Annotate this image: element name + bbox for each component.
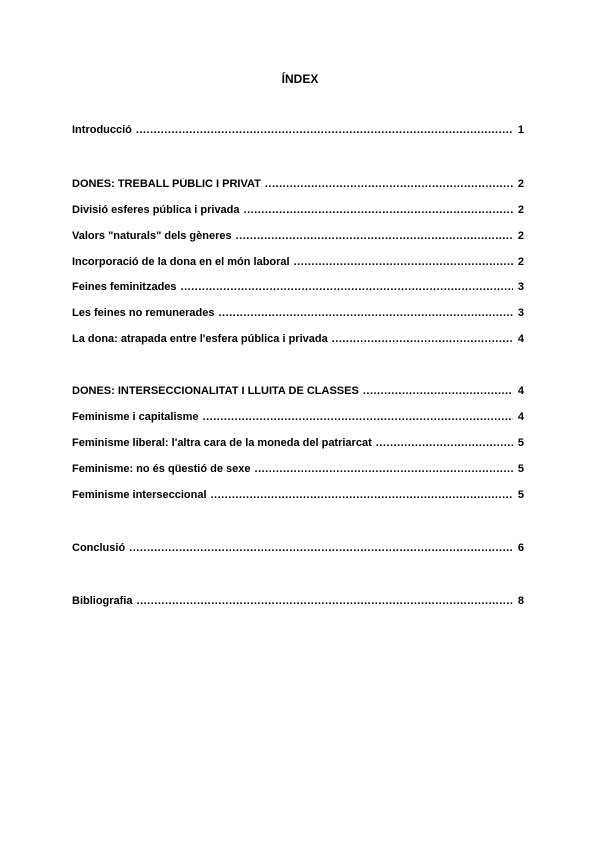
toc-page-number: 5 (517, 437, 524, 449)
toc-entry-feminisme-capitalisme[interactable] (72, 411, 524, 425)
toc-entry-section-interseccionalitat[interactable] (72, 385, 524, 399)
toc-entry-label: Divisió esferes pública i privada (72, 204, 240, 216)
toc-entry-feines-feminitzades[interactable] (72, 281, 524, 295)
toc-page-number: 6 (517, 542, 524, 554)
toc-leader-dots (244, 204, 513, 216)
toc-leader-dots (363, 385, 513, 397)
toc-leader-dots (203, 411, 513, 423)
toc-page-number: 2 (517, 256, 524, 268)
toc-page-number: 4 (517, 333, 524, 345)
toc-leader-dots (137, 595, 513, 607)
toc-entry-label: Conclusió (72, 542, 126, 554)
toc-entry-label: La dona: atrapada entre l'esfera pública i privada (72, 333, 328, 345)
toc-leader-dots (255, 463, 513, 475)
toc-page-number: 5 (517, 463, 524, 475)
toc-leader-dots (136, 124, 513, 136)
toc-entry-label: Bibliografia (72, 595, 133, 607)
toc-entry-label: Valors "naturals" dels gèneres (72, 230, 232, 242)
toc-entry-section-treball[interactable] (72, 178, 524, 192)
toc-page-number: 4 (517, 411, 524, 423)
toc-entry-label: Feminisme liberal: l'altra cara de la moneda del patriarcat (72, 437, 372, 449)
toc-entry-label: DONES: TREBALL PÚBLIC I PRIVAT (72, 178, 261, 190)
toc-page-number: 1 (517, 124, 524, 136)
toc-entry-label: Feminisme i capitalisme (72, 411, 199, 423)
toc-entry-incorporacio[interactable] (72, 256, 524, 270)
toc-entry-valors-naturals[interactable] (72, 230, 524, 244)
toc-entry-feines-no-remunerades[interactable] (72, 307, 524, 321)
toc-entry-label: Feines feminitzades (72, 281, 177, 293)
toc-entry-feminisme-interseccional[interactable] (72, 489, 524, 503)
toc-page-number: 4 (517, 385, 524, 397)
toc-leader-dots (332, 333, 513, 345)
toc-page-number: 3 (517, 307, 524, 319)
toc-leader-dots (376, 437, 513, 449)
toc-leader-dots (211, 489, 514, 501)
toc-entry-bibliografia[interactable] (72, 595, 524, 609)
index-title: ÍNDEX (281, 72, 319, 86)
toc-leader-dots (181, 281, 513, 293)
toc-leader-dots (129, 542, 513, 554)
toc-entry-introduccio[interactable] (72, 124, 524, 138)
toc-leader-dots (294, 256, 513, 268)
toc-entry-conclusio[interactable] (72, 542, 524, 556)
toc-leader-dots (236, 230, 513, 242)
toc-entry-label: Introducció (72, 124, 132, 136)
toc-entry-label: Feminisme: no és qüestió de sexe (72, 463, 251, 475)
toc-entry-label: Incorporació de la dona en el món laboral (72, 256, 290, 268)
toc-entry-feminisme-liberal[interactable] (72, 437, 524, 451)
toc-page-number: 8 (517, 595, 524, 607)
toc-page-number: 2 (517, 204, 524, 216)
toc-entry-label: Les feines no remunerades (72, 307, 215, 319)
toc-entry-label: Feminisme interseccional (72, 489, 207, 501)
toc-page-number: 3 (517, 281, 524, 293)
toc-page-number: 2 (517, 230, 524, 242)
toc-entry-dona-atrapada[interactable] (72, 333, 524, 347)
toc-leader-dots (218, 307, 513, 319)
toc-entry-label: DONES: INTERSECCIONALITAT I LLUITA DE CLASSES (72, 385, 359, 397)
toc-leader-dots (265, 178, 513, 190)
toc-entry-divisio-esferes[interactable] (72, 204, 524, 218)
toc-page-number: 2 (517, 178, 524, 190)
toc-entry-qestio-de-sexe[interactable] (72, 463, 524, 477)
toc-page-number: 5 (517, 489, 524, 501)
